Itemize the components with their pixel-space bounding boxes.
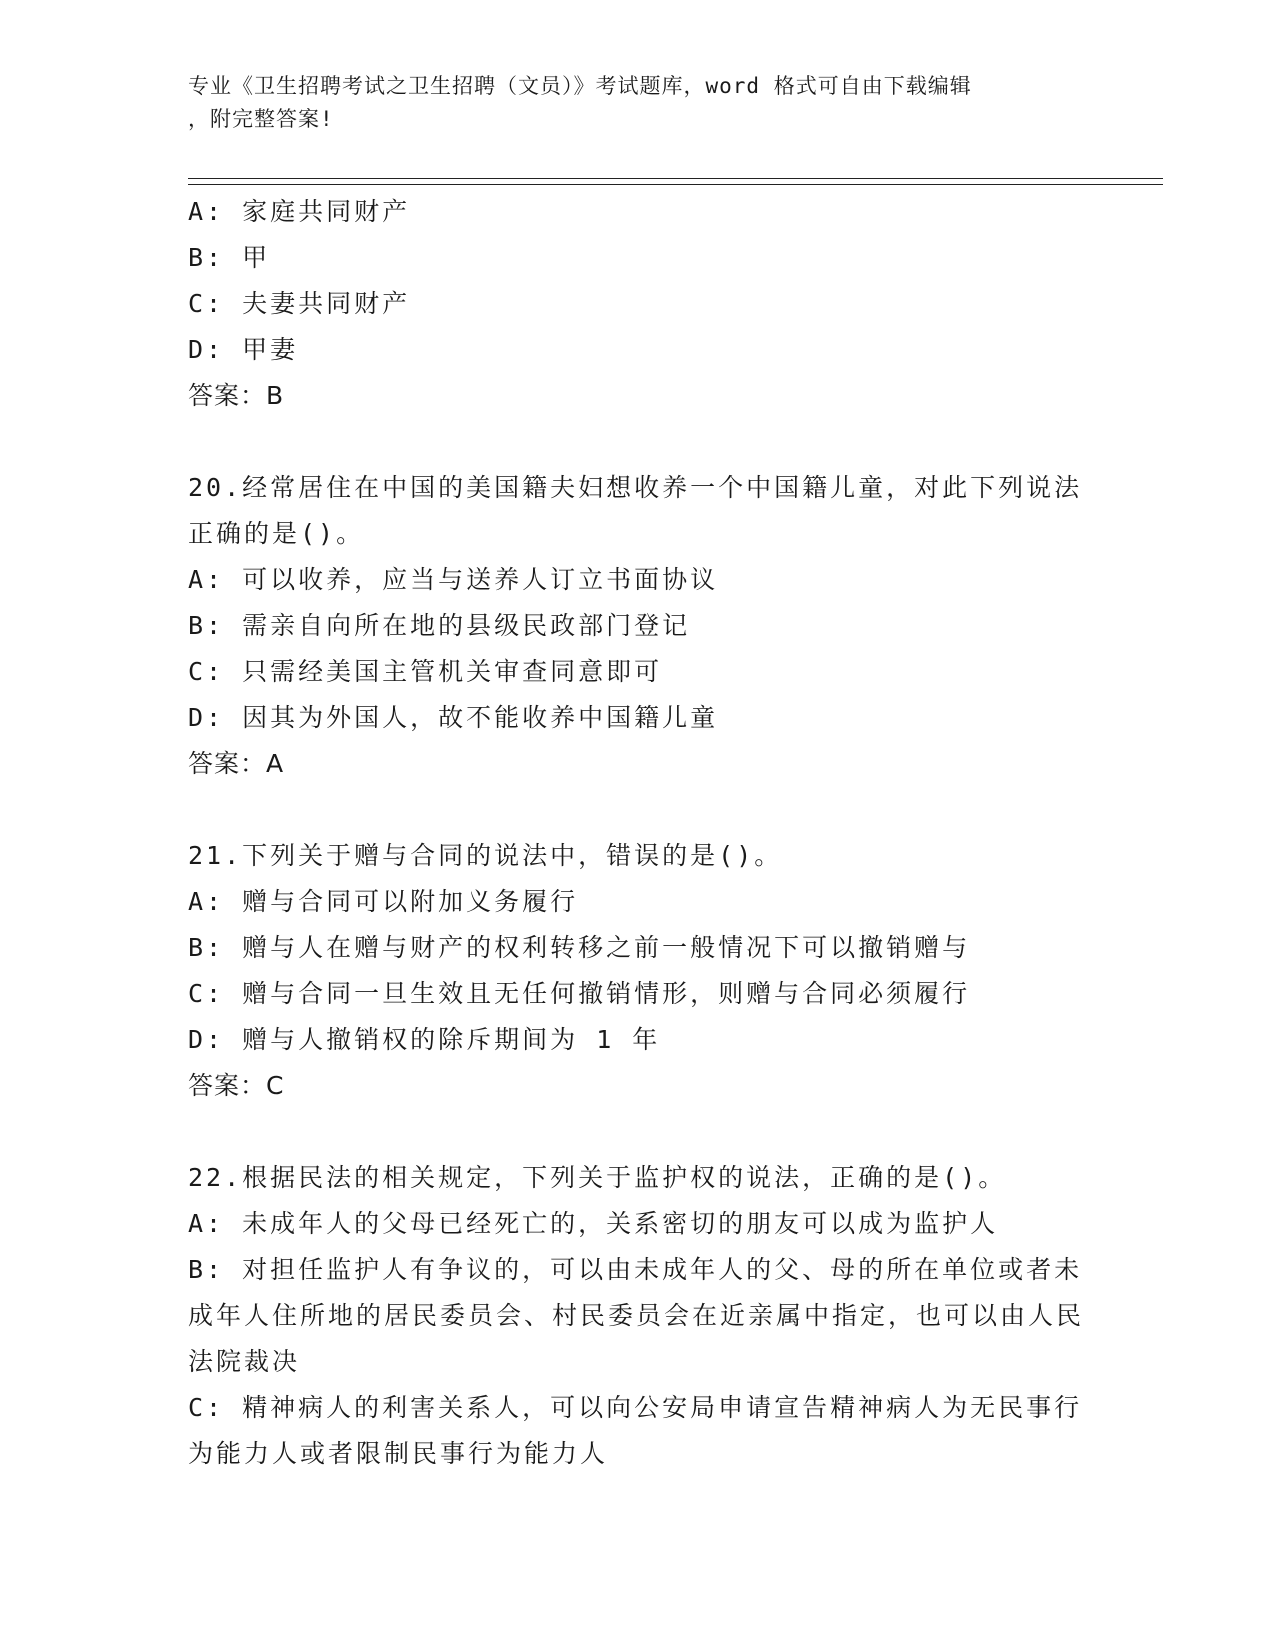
header-divider-top [188,178,1163,179]
option-a: A: 未成年人的父母已经死亡的，关系密切的朋友可以成为监护人 [188,1209,999,1238]
question-21 [188,833,1088,1109]
option-a: A: 赠与合同可以附加义务履行 [188,887,579,916]
option-a: A: 家庭共同财产 [188,197,411,226]
answer-line: 答案：B [188,381,285,410]
answer-line: 答案：C [188,1071,285,1100]
document-header [188,70,1068,136]
option-b: B: 赠与人在赠与财产的权利转移之前一般情况下可以撤销赠与 [188,933,971,962]
header-line-2: ，附完整答案! [188,107,334,131]
option-b: B: 对担任监护人有争议的，可以由未成年人的父、母的所在单位或者未成年人住所地的居民委员会、村民委员会在近亲属中指定，也可以由人民法院裁决 [188,1255,1085,1376]
header-line-1: 专业《卫生招聘考试之卫生招聘（文员）》考试题库，word 格式可自由下载编辑 [188,74,972,98]
option-d: D: 因其为外国人，故不能收养中国籍儿童 [188,703,719,732]
option-d: D: 赠与人撤销权的除斥期间为 1 年 [188,1025,661,1054]
question-list [188,189,1088,1477]
option-b: B: 甲 [188,243,271,272]
option-c: C: 精神病人的利害关系人，可以向公安局申请宣告精神病人为无民事行为能力人或者限制民事行为能力人 [188,1393,1083,1468]
option-c: C: 赠与合同一旦生效且无任何撤销情形，则赠与合同必须履行 [188,979,971,1008]
option-a: A: 可以收养，应当与送养人订立书面协议 [188,565,719,594]
question-stem: 22.根据民法的相关规定，下列关于监护权的说法，正确的是()。 [188,1163,1007,1192]
question-stem: 20.经常居住在中国的美国籍夫妇想收养一个中国籍儿童，对此下列说法正确的是()。 [188,473,1083,548]
question-stem: 21.下列关于赠与合同的说法中，错误的是()。 [188,841,783,870]
question-20 [188,465,1088,787]
option-c: C: 夫妻共同财产 [188,289,411,318]
prev-question [188,189,1088,419]
option-b: B: 需亲自向所在地的县级民政部门登记 [188,611,691,640]
header-divider-bottom [188,184,1163,185]
answer-line: 答案：A [188,749,285,778]
question-22 [188,1155,1088,1477]
option-c: C: 只需经美国主管机关审查同意即可 [188,657,663,686]
option-d: D: 甲妻 [188,335,299,364]
